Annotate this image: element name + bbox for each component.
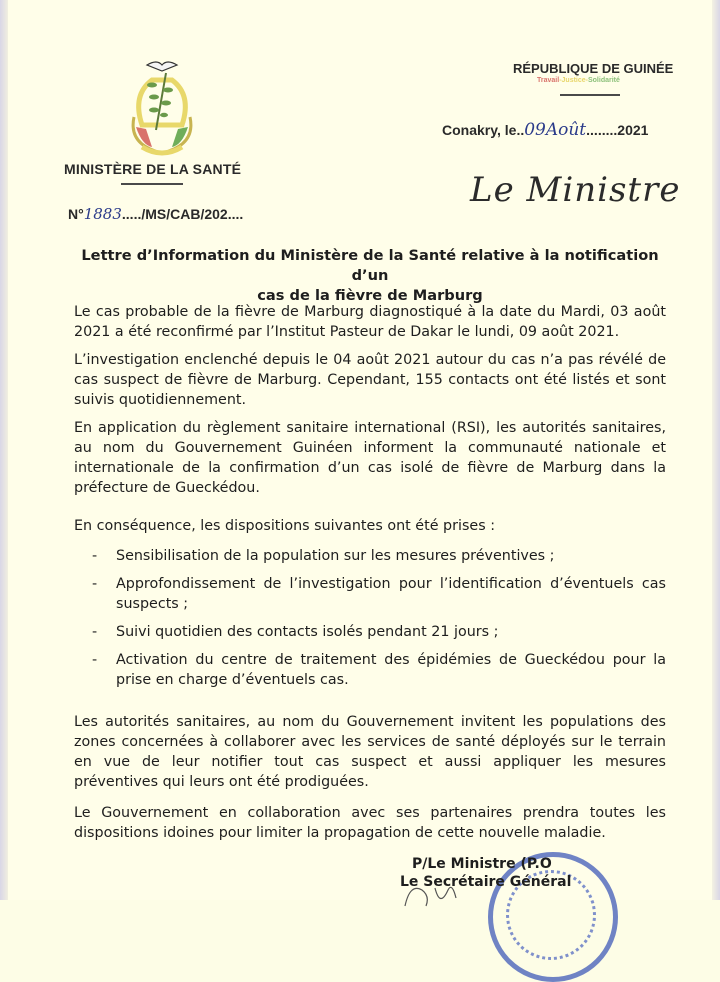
reference-number: [68, 205, 243, 223]
page-edge-left: [0, 0, 8, 900]
dateline: Conakry, le..09Août........2021: [442, 120, 649, 140]
paragraph-rsi-notification: En application du règlement sanitaire international (RSI), les autorités sanitaires, au nom du Gouvernement Guinéen informent la communauté nationale et internationale de la confirmation d’un cas isolé de fièvre de Marburg dans la préfecture de Gueckédou.: [74, 420, 666, 496]
bullet-dash: -: [92, 548, 98, 564]
minister-heading: Le Ministre: [470, 170, 681, 210]
divider: [560, 94, 620, 96]
national-motto: [537, 77, 620, 84]
date-year: 2021: [617, 122, 649, 138]
measure-text: Activation du centre de traitement des épidémies de Gueckédou pour la prise en charge d’éventuels cas.: [116, 652, 666, 688]
measure-text: Suivi quotidien des contacts isolés pendant 21 jours ;: [116, 624, 499, 640]
signature-line-2: Le Secrétaire Général: [400, 874, 572, 890]
list-item: [92, 650, 666, 690]
reference-handwritten: 1883: [83, 205, 122, 223]
title-line-1: Lettre d’Information du Ministère de la Santé relative à la notification d’un: [81, 247, 659, 284]
motto-word-2: -Justice-: [559, 77, 588, 84]
paragraph-government-commitment: Le Gouvernement en collaboration avec ses partenaires prendra toutes les dispositions idoines pour limiter la propagation de cette nouvelle maladie.: [74, 805, 666, 841]
republic-name: RÉPUBLIQUE DE GUINÉE: [513, 61, 674, 76]
list-item: [92, 546, 666, 566]
motto-word-3: Solidarité: [587, 77, 620, 84]
date-prefix: Conakry, le: [442, 122, 517, 138]
letter-title: [70, 246, 670, 306]
bullet-dash: -: [92, 652, 98, 668]
ministry-name: MINISTÈRE DE LA SANTÉ: [64, 161, 242, 177]
list-item: [92, 622, 666, 642]
signature-block: [400, 855, 571, 891]
motto-word-1: Travail: [537, 77, 560, 84]
guinea-coat-of-arms-icon: [112, 55, 212, 165]
reference-prefix: N°: [68, 206, 84, 222]
signature-line-1: P/Le Ministre (P.O: [412, 856, 552, 872]
bullet-dash: -: [92, 576, 98, 592]
reference-suffix: ...../MS/CAB/202....: [121, 206, 244, 222]
paragraph-measures-intro: En conséquence, les dispositions suivantes ont été prises :: [74, 518, 496, 534]
paragraph-confirmation: Le cas probable de la fièvre de Marburg diagnostiqué à la date du Mardi, 03 août 2021 a été reconfirmé par l’Institut Pasteur de Dakar le lundi, 09 août 2021.: [74, 304, 666, 340]
measure-text: Sensibilisation de la population sur les mesures préventives ;: [116, 548, 555, 564]
list-item: [92, 574, 666, 614]
title-line-2: cas de la fièvre de Marburg: [257, 287, 483, 304]
bullet-dash: -: [92, 624, 98, 640]
date-dots: ........: [586, 122, 618, 138]
page-edge-right: [712, 0, 720, 900]
date-handwritten: 09Août: [524, 120, 587, 140]
measures-list: [92, 546, 666, 698]
paragraph-investigation: L’investigation enclenché depuis le 04 août 2021 autour du cas n’a pas révélé de cas suspect de fièvre de Marburg. Cependant, 155 contacts ont été listés et sont suivis quotidiennement.: [74, 352, 666, 408]
measure-text: Approfondissement de l’investigation pour l’identification d’éventuels cas suspects ;: [116, 576, 666, 612]
divider: [121, 183, 183, 185]
paragraph-invitation: Les autorités sanitaires, au nom du Gouvernement invitent les populations des zones concernées à collaborer avec les services de santé déployés sur le terrain en vue de leur notifier tout cas suspect et aussi appliquer les mesures préventives qui leurs ont été prodiguées.: [74, 714, 666, 790]
